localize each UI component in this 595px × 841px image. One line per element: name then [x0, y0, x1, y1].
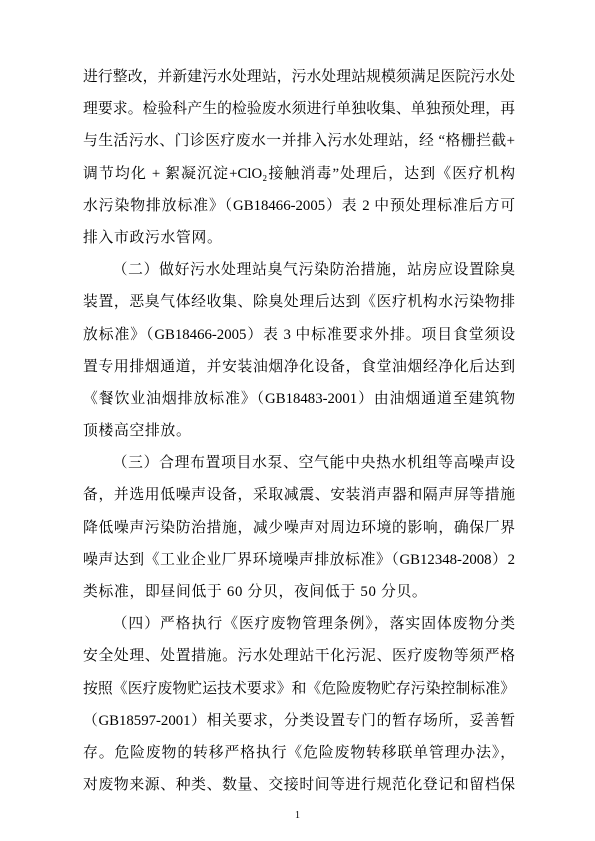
paragraph-line: 与生活污水、门诊医疗废水一并排入污水处理站，经 “格栅拦截+	[83, 133, 515, 150]
paragraph-line: 排入市政污水管网。	[83, 229, 223, 246]
paragraph-line: （三）合理布置项目水泵、空气能中央热水机组等高噪声设	[112, 455, 515, 472]
paragraph-line: 按照《医疗废物贮运技术要求》和《危险废物贮存污染控制标准》	[83, 680, 515, 697]
paragraph-line: 备，并选用低噪声设备，采取减震、安装消声器和隔声屏等措施	[83, 487, 515, 504]
paragraph-line: 置专用排烟通道，并安装油烟净化设备，食堂油烟经净化后达到	[83, 358, 515, 375]
paragraph-line: （二）做好污水处理站臭气污染防治措施，站房应设置除臭	[112, 262, 515, 279]
paragraph-line: 对废物来源、种类、数量、交接时间等进行规范化登记和留档保	[83, 777, 515, 794]
document-body	[83, 61, 515, 801]
paragraph-line: 存。危险废物的转移严格执行《危险废物转移联单管理办法》，	[83, 744, 515, 761]
paragraph-line: 顶楼高空排放。	[83, 423, 192, 440]
paragraph-line: （四）严格执行《医疗废物管理条例》，落实固体废物分类	[112, 616, 515, 633]
paragraph-line: 调节均化 + 絮凝沉淀+ClO₂接触消毒”处理后，达到《医疗机构	[83, 165, 515, 182]
paragraph-line: 《餐饮业油烟排放标准》（GB18483-2001）由油烟通道至建筑物	[83, 390, 515, 407]
paragraph-line: 进行整改，并新建污水处理站，污水处理站规模须满足医院污水处	[83, 69, 515, 85]
paragraph-line: 噪声达到《工业企业厂界环境噪声排放标准》（GB12348-2008）2	[83, 551, 515, 568]
paragraph-line: 水污染物排放标准》（GB18466-2005）表 2 中预处理标准后方可	[83, 197, 515, 214]
paragraph-line: 类标准，即昼间低于 60 分贝，夜间低于 50 分贝。	[83, 584, 428, 600]
paragraph-1	[83, 61, 515, 254]
paragraph-line: 降低噪声污染防治措施，减少噪声对周边环境的影响，确保厂界	[83, 519, 515, 536]
paragraph-line: （GB18597-2001）相关要求，分类设置专门的暂存场所，妥善暂	[83, 712, 515, 729]
paragraph-line: 装置，恶臭气体经收集、除臭处理后达到《医疗机构水污染物排	[83, 294, 515, 311]
paragraph-4	[83, 608, 515, 801]
page-number: 1	[295, 810, 300, 821]
paragraph-2	[83, 254, 515, 447]
paragraph-3	[83, 447, 515, 608]
paragraph-line: 安全处理、处置措施。污水处理站干化污泥、医疗废物等须严格	[83, 648, 515, 665]
paragraph-line: 放标准》（GB18466-2005）表 3 中标准要求外排。项目食堂须设	[83, 326, 515, 343]
paragraph-line: 理要求。检验科产生的检验废水须进行单独收集、单独预处理，再	[83, 101, 515, 118]
